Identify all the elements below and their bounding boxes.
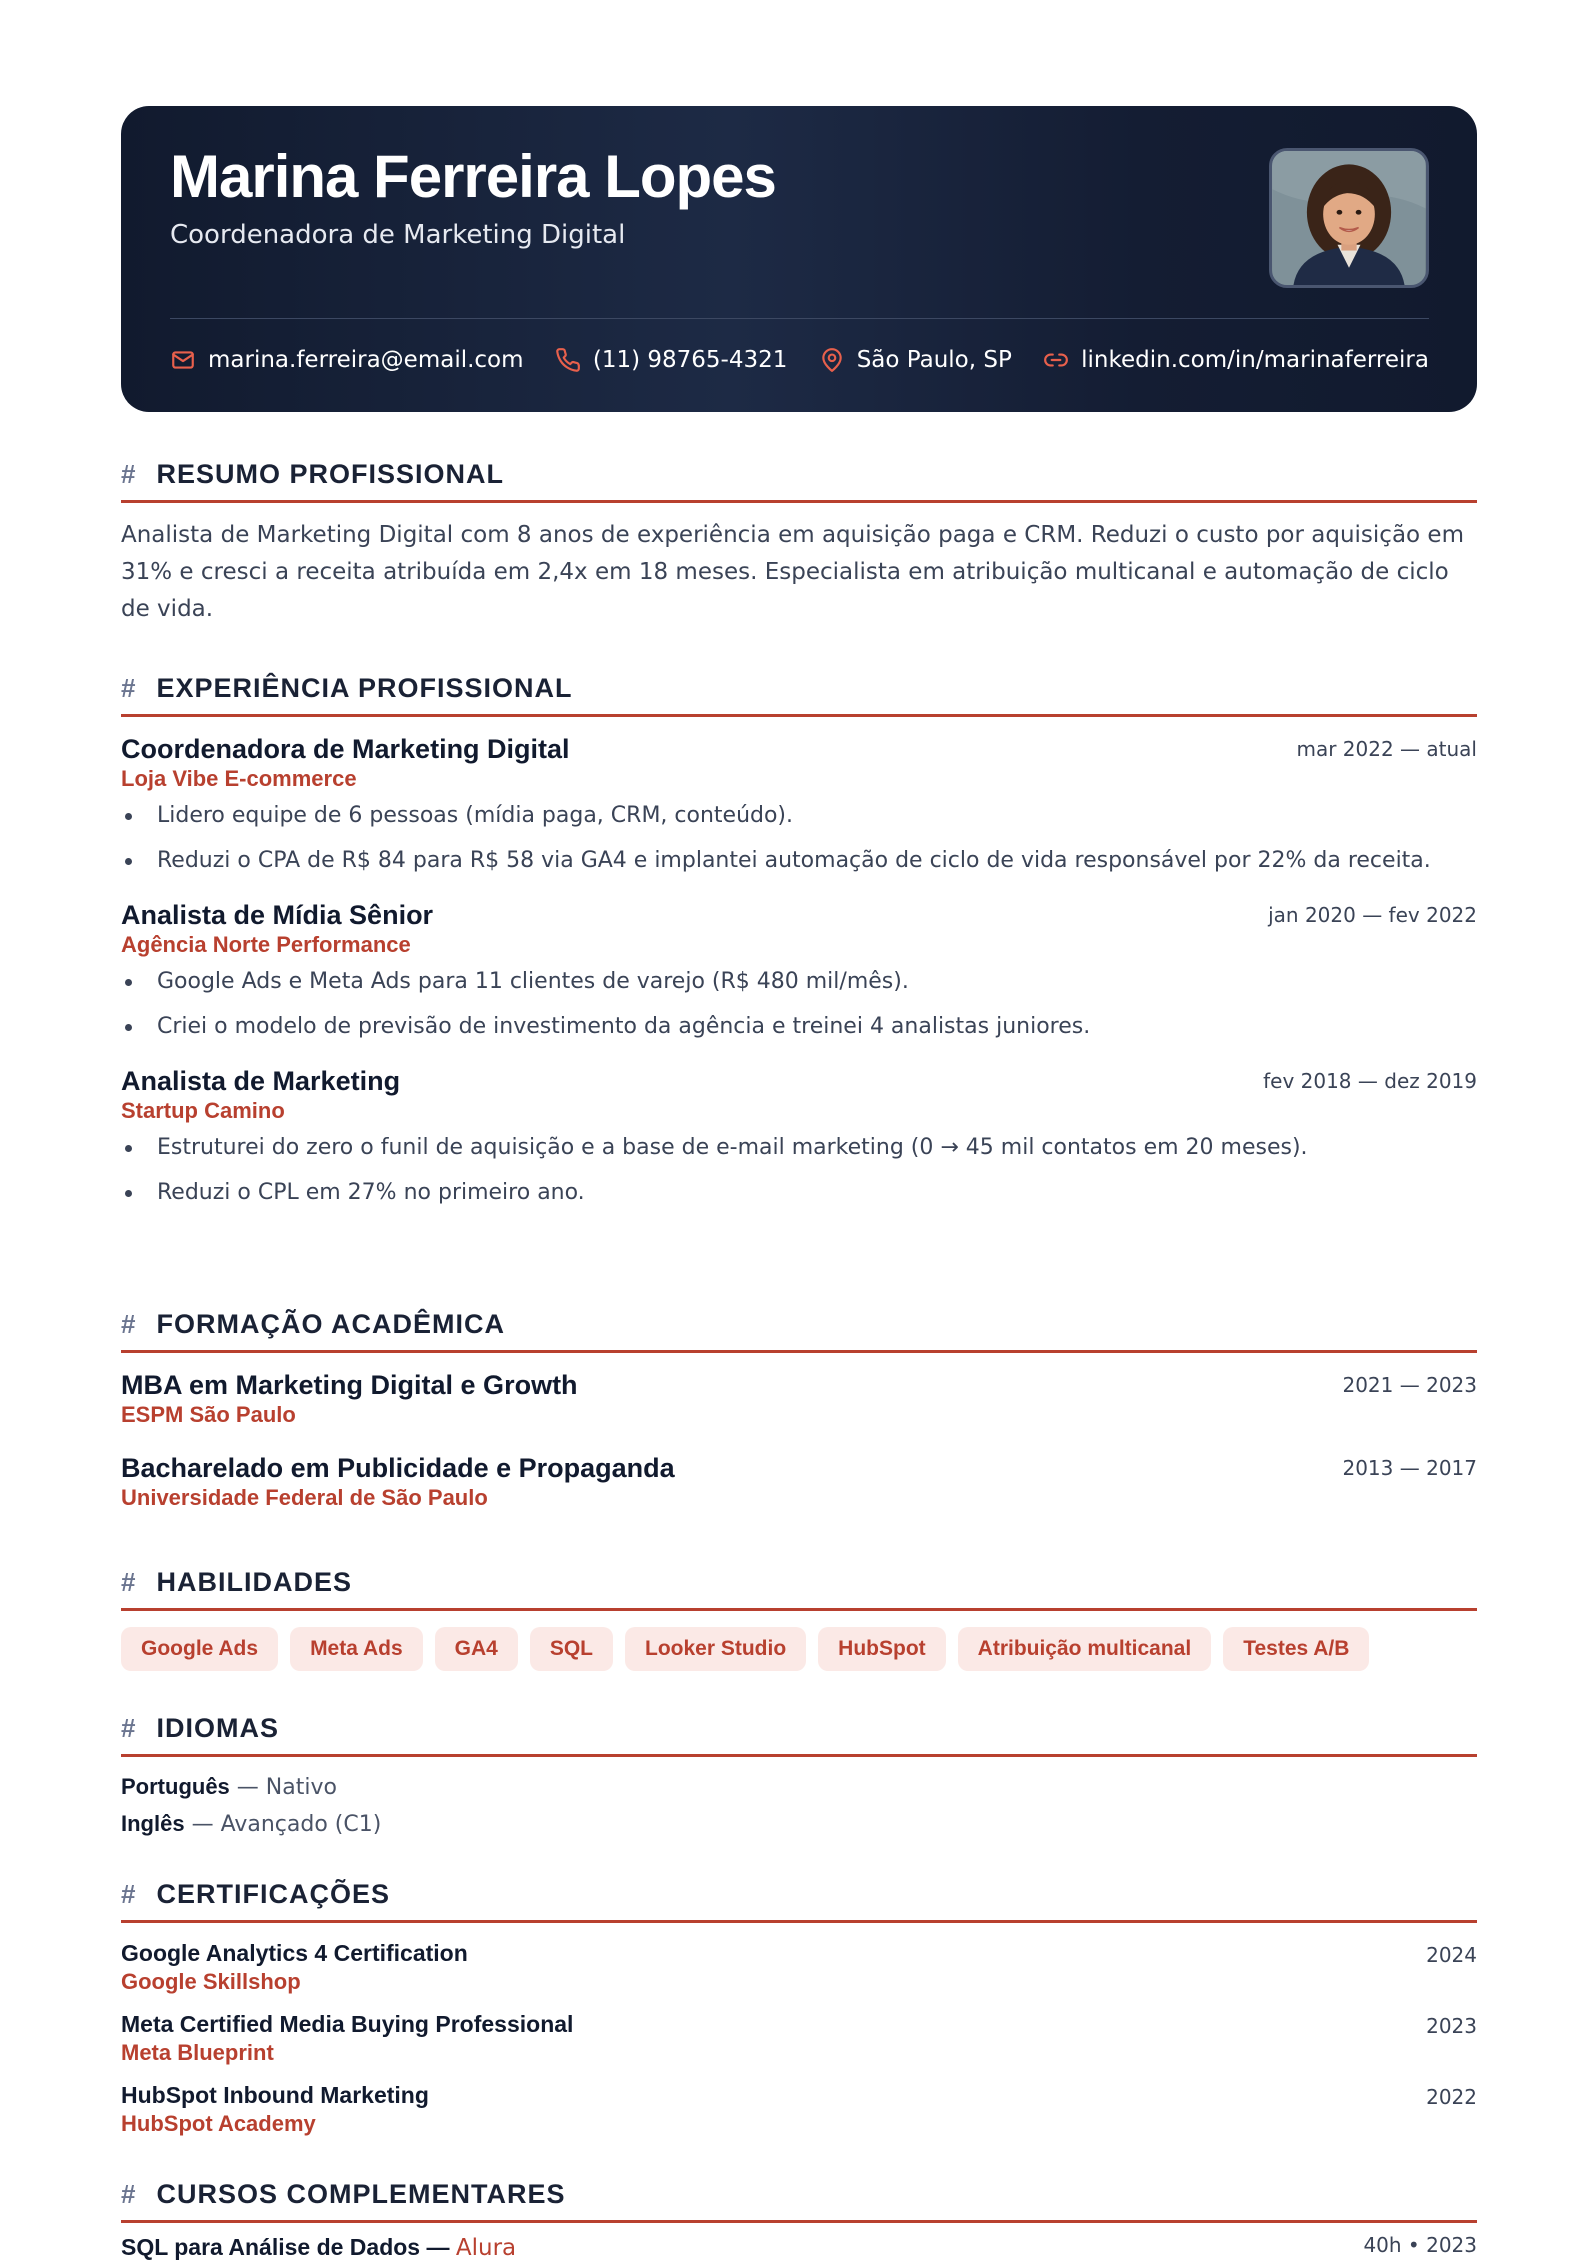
hash-icon: # xyxy=(121,672,137,703)
candidate-name: Marina Ferreira Lopes xyxy=(170,143,776,210)
summary-text: Analista de Marketing Digital com 8 anos de experiência em aquisição paga e CRM. Reduzi o custo por aquisição em 31% e cresci a receita atribuída em 2,4x em 18 meses. Especialista em atribuição multicanal e automação de ciclo de vida. xyxy=(121,522,1464,622)
certification-issuer: HubSpot Academy xyxy=(121,2111,316,2136)
education-item xyxy=(121,1452,1477,1512)
contact-location-text: São Paulo, SP xyxy=(856,347,1012,373)
skill-chips xyxy=(121,1627,1477,1671)
job-title: Analista de Mídia Sênior xyxy=(121,900,434,930)
certification-title: HubSpot Inbound Marketing xyxy=(121,2082,429,2108)
contact-linkedin-text: linkedin.com/in/marinaferreira xyxy=(1081,347,1429,373)
certification-title: Meta Certified Media Buying Professional xyxy=(121,2011,574,2037)
contact-linkedin[interactable] xyxy=(1043,347,1429,373)
section-divider xyxy=(121,1920,1477,1923)
course-line xyxy=(121,2233,1477,2262)
certification-item xyxy=(121,2010,1477,2068)
education-item xyxy=(121,1369,1477,1429)
section-title: FORMAÇÃO ACADÊMICA xyxy=(156,1308,505,1339)
mail-icon xyxy=(170,347,196,373)
course-provider: Alura xyxy=(455,2235,517,2261)
section-heading xyxy=(121,1304,1477,1344)
skill-chip: Meta Ads xyxy=(290,1627,423,1671)
contact-location xyxy=(819,347,1012,373)
contact-bar xyxy=(170,342,1429,378)
certifications-section xyxy=(121,1874,1477,2139)
certification-issuer: Google Skillshop xyxy=(121,1969,301,1994)
phone-icon xyxy=(555,347,581,373)
candidate-role: Coordenadora de Marketing Digital xyxy=(170,220,626,250)
hash-icon: # xyxy=(121,1308,137,1339)
list-item: Reduzi o CPA de R$ 84 para R$ 58 via GA4 e implantei automação de ciclo de vida responsável por 22% da receita. xyxy=(121,844,1477,877)
course-meta: 40h • 2023 xyxy=(1363,2233,1477,2257)
certification-item xyxy=(121,1939,1477,1997)
education-dates: 2021 — 2023 xyxy=(1342,1373,1477,1397)
link-icon xyxy=(1043,347,1069,373)
job-title: Analista de Marketing xyxy=(121,1066,401,1096)
certification-year: 2024 xyxy=(1426,1943,1477,1967)
course-title: SQL para Análise de Dados xyxy=(121,2234,421,2260)
degree-title: MBA em Marketing Digital e Growth xyxy=(121,1370,578,1400)
list-item: Estruturei do zero o funil de aquisição e a base de e-mail marketing (0 → 45 mil contatos em 20 meses). xyxy=(121,1131,1477,1164)
experience-item xyxy=(121,1065,1477,1209)
section-title: RESUMO PROFISSIONAL xyxy=(156,458,504,489)
certification-issuer: Meta Blueprint xyxy=(121,2040,274,2065)
courses-section xyxy=(121,2174,1477,2262)
skill-chip: SQL xyxy=(530,1627,613,1671)
language-level: — Avançado (C1) xyxy=(191,1812,382,1837)
profile-photo xyxy=(1269,148,1429,288)
language-list xyxy=(121,1769,1477,1843)
section-divider xyxy=(121,714,1477,717)
experience-item xyxy=(121,899,1477,1043)
list-item: Criei o modelo de previsão de investimento da agência e treinei 4 analistas juniores. xyxy=(121,1010,1477,1043)
school-name: ESPM São Paulo xyxy=(121,1402,296,1427)
section-heading xyxy=(121,668,1477,708)
list-item: Reduzi o CPL em 27% no primeiro ano. xyxy=(121,1176,1477,1209)
education-dates: 2013 — 2017 xyxy=(1342,1456,1477,1480)
language-row xyxy=(121,1806,1477,1843)
company-name: Agência Norte Performance xyxy=(121,932,411,957)
job-title: Coordenadora de Marketing Digital xyxy=(121,734,570,764)
experience-item xyxy=(121,733,1477,877)
hash-icon: # xyxy=(121,458,137,489)
hash-icon: # xyxy=(121,2178,137,2209)
portrait-illustration xyxy=(1272,151,1426,285)
course-item xyxy=(121,2233,1477,2262)
section-title: HABILIDADES xyxy=(156,1566,352,1597)
section-title: IDIOMAS xyxy=(156,1712,279,1743)
skill-chip: Looker Studio xyxy=(625,1627,806,1671)
certification-title: Google Analytics 4 Certification xyxy=(121,1940,468,1966)
job-bullets xyxy=(121,799,1477,877)
header-divider xyxy=(170,318,1429,319)
section-heading xyxy=(121,1708,1477,1748)
job-dates: mar 2022 — atual xyxy=(1296,737,1477,761)
language-row xyxy=(121,1769,1477,1806)
language-name: Inglês xyxy=(121,1811,185,1836)
course-separator: — xyxy=(426,2234,450,2260)
hash-icon: # xyxy=(121,1712,137,1743)
map-pin-icon xyxy=(819,347,845,373)
section-divider xyxy=(121,500,1477,503)
job-bullets xyxy=(121,1131,1477,1209)
company-name: Loja Vibe E-commerce xyxy=(121,766,357,791)
company-name: Startup Camino xyxy=(121,1098,285,1123)
skill-chip: HubSpot xyxy=(818,1627,945,1671)
job-dates: jan 2020 — fev 2022 xyxy=(1268,903,1477,927)
section-title: CURSOS COMPLEMENTARES xyxy=(156,2178,566,2209)
contact-email-text: marina.ferreira@email.com xyxy=(208,347,524,373)
skills-section xyxy=(121,1562,1477,1671)
section-heading xyxy=(121,2174,1477,2214)
section-divider xyxy=(121,2220,1477,2223)
skill-chip: Testes A/B xyxy=(1223,1627,1369,1671)
summary-section xyxy=(121,454,1477,628)
section-divider xyxy=(121,1608,1477,1611)
contact-phone[interactable] xyxy=(555,347,788,373)
contact-phone-text: (11) 98765-4321 xyxy=(592,347,788,373)
section-heading xyxy=(121,1562,1477,1602)
skill-chip: Atribuição multicanal xyxy=(958,1627,1212,1671)
section-divider xyxy=(121,1350,1477,1353)
certification-year: 2022 xyxy=(1426,2085,1477,2109)
languages-section xyxy=(121,1708,1477,1843)
job-dates: fev 2018 — dez 2019 xyxy=(1263,1069,1477,1093)
education-section xyxy=(121,1304,1477,1512)
skill-chip: Google Ads xyxy=(121,1627,278,1671)
school-name: Universidade Federal de São Paulo xyxy=(121,1485,488,1510)
header-card xyxy=(121,106,1477,412)
degree-title: Bacharelado em Publicidade e Propaganda xyxy=(121,1453,675,1483)
section-title: CERTIFICAÇÕES xyxy=(156,1878,390,1909)
language-name: Português xyxy=(121,1774,230,1799)
section-title: EXPERIÊNCIA PROFISSIONAL xyxy=(156,672,573,703)
hash-icon: # xyxy=(121,1878,137,1909)
list-item: Google Ads e Meta Ads para 11 clientes de varejo (R$ 480 mil/mês). xyxy=(121,965,1477,998)
list-item: Lidero equipe de 6 pessoas (mídia paga, CRM, conteúdo). xyxy=(121,799,1477,832)
certification-item xyxy=(121,2081,1477,2139)
skill-chip: GA4 xyxy=(435,1627,518,1671)
section-heading xyxy=(121,454,1477,494)
hash-icon: # xyxy=(121,1566,137,1597)
section-divider xyxy=(121,1754,1477,1757)
job-bullets xyxy=(121,965,1477,1043)
language-level: — Nativo xyxy=(236,1775,337,1800)
section-heading xyxy=(121,1874,1477,1914)
contact-email[interactable] xyxy=(170,347,524,373)
certification-year: 2023 xyxy=(1426,2014,1477,2038)
experience-section xyxy=(121,668,1477,1221)
